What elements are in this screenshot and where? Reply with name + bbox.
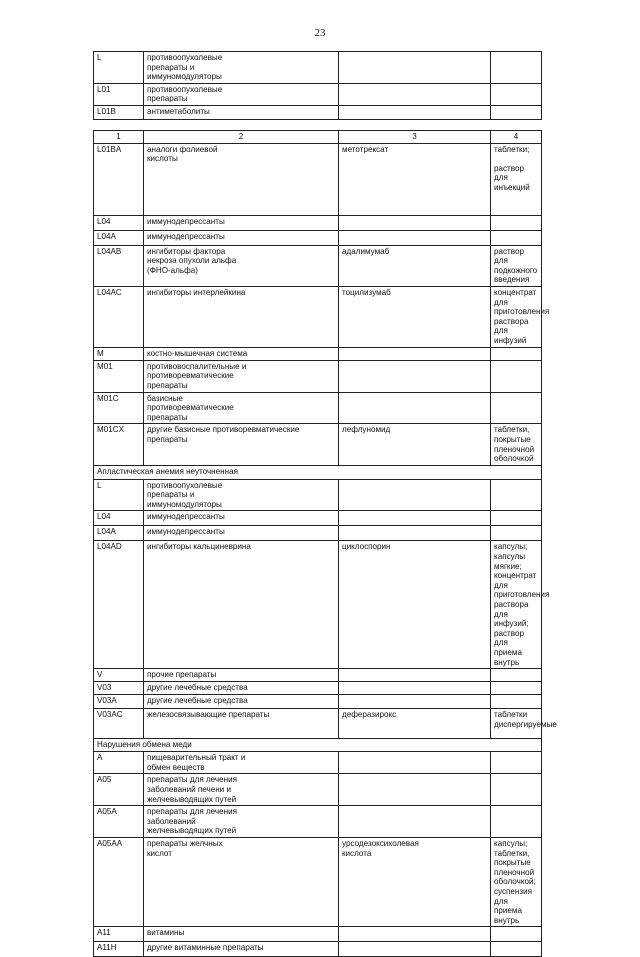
page-number: 23 — [314, 27, 326, 39]
table-row — [94, 215, 542, 230]
table-row — [94, 774, 542, 806]
table-row — [94, 83, 542, 105]
drug-inn-cell — [339, 52, 491, 84]
drug-inn-cell — [339, 526, 491, 541]
table-row — [94, 752, 542, 774]
atc-group-cell: ингибиторы фактора некроза опухоли альфа (ФНО-альфа) — [144, 245, 339, 286]
atc-code-cell: L04 — [94, 215, 144, 230]
header-col-3: 3 — [339, 131, 491, 144]
atc-group-cell: противоопухолевые препараты и иммуномодуляторы — [144, 52, 339, 84]
table-row — [94, 105, 542, 119]
table-row — [94, 347, 542, 360]
drug-inn-cell: метотрексат — [339, 143, 491, 215]
table-row — [94, 942, 542, 957]
atc-code-cell: L — [94, 52, 144, 84]
drug-inn-cell — [339, 774, 491, 806]
atc-group-cell: препараты желчных кислот — [144, 837, 339, 926]
drug-inn-cell — [339, 83, 491, 105]
drug-table-main — [93, 130, 557, 957]
drug-inn-cell — [339, 695, 491, 709]
atc-group-cell: базисные противоревматические препараты — [144, 392, 339, 424]
atc-group-cell: ингибиторы интерлейкина — [144, 286, 339, 347]
dosage-form-cell — [491, 806, 542, 838]
dosage-form-cell — [491, 83, 542, 105]
atc-code-cell: V — [94, 669, 144, 682]
drug-inn-cell: адалимумаб — [339, 245, 491, 286]
section-heading: Нарушения обмена меди — [94, 739, 542, 752]
table-row — [94, 837, 542, 926]
table-row — [94, 526, 542, 541]
atc-code-cell: M01CX — [94, 424, 144, 465]
atc-code-cell: A — [94, 752, 144, 774]
atc-group-cell: иммунодепрессанты — [144, 215, 339, 230]
dosage-form-cell — [491, 669, 542, 682]
dosage-form-cell: капсулы; таблетки, покрытые пленочной оболочкой; суспензия для приема внутрь — [491, 837, 542, 926]
drug-inn-cell — [339, 942, 491, 957]
dosage-form-cell — [491, 479, 542, 511]
section-heading-row — [94, 465, 542, 479]
atc-group-cell: костно-мышечная система — [144, 347, 339, 360]
atc-group-cell: препараты для лечения заболеваний желчевыводящих путей — [144, 806, 339, 838]
drug-inn-cell — [339, 682, 491, 695]
table-row — [94, 541, 542, 669]
atc-code-cell: M01C — [94, 392, 144, 424]
atc-code-cell: L01BA — [94, 143, 144, 215]
atc-code-cell: A05AA — [94, 837, 144, 926]
atc-code-cell: A11 — [94, 927, 144, 942]
header-col-1: 1 — [94, 131, 144, 144]
table-row — [94, 669, 542, 682]
table-row — [94, 143, 542, 215]
table-row — [94, 230, 542, 245]
table-row — [94, 479, 542, 511]
dosage-form-cell — [491, 215, 542, 230]
atc-group-cell: прочие препараты — [144, 669, 339, 682]
atc-code-cell: L04AC — [94, 286, 144, 347]
dosage-form-cell — [491, 392, 542, 424]
dosage-form-cell — [491, 942, 542, 957]
drug-inn-cell — [339, 752, 491, 774]
atc-group-cell: иммунодепрессанты — [144, 511, 339, 526]
table-row — [94, 927, 542, 942]
dosage-form-cell: раствор для подкожного введения — [491, 245, 542, 286]
atc-code-cell: A05 — [94, 774, 144, 806]
dosage-form-cell — [491, 52, 542, 84]
dosage-form-cell — [491, 526, 542, 541]
drug-inn-cell: циклоспорин — [339, 541, 491, 669]
atc-group-cell: пищеварительный тракт и обмен веществ — [144, 752, 339, 774]
header-col-4: 4 — [491, 131, 542, 144]
drug-table-top — [93, 51, 542, 120]
table-row — [94, 392, 542, 424]
drug-inn-cell — [339, 806, 491, 838]
table-row — [94, 806, 542, 838]
drug-inn-cell — [339, 511, 491, 526]
atc-code-cell: V03AC — [94, 709, 144, 739]
atc-code-cell: L04AB — [94, 245, 144, 286]
atc-group-cell: другие витаминные препараты — [144, 942, 339, 957]
drug-inn-cell — [339, 230, 491, 245]
atc-code-cell: L01 — [94, 83, 144, 105]
dosage-form-cell — [491, 347, 542, 360]
drug-inn-cell — [339, 215, 491, 230]
drug-inn-cell — [339, 347, 491, 360]
atc-code-cell: L04A — [94, 230, 144, 245]
dosage-form-cell — [491, 105, 542, 119]
drug-inn-cell: урсодезоксихолевая кислота — [339, 837, 491, 926]
drug-inn-cell — [339, 669, 491, 682]
atc-code-cell: M — [94, 347, 144, 360]
header-col-2: 2 — [144, 131, 339, 144]
dosage-form-cell — [491, 230, 542, 245]
atc-code-cell: L04A — [94, 526, 144, 541]
dosage-form-cell — [491, 682, 542, 695]
drug-inn-cell — [339, 479, 491, 511]
atc-code-cell: V03A — [94, 695, 144, 709]
dosage-form-cell: таблетки, покрытые пленочной оболочкой — [491, 424, 542, 465]
atc-code-cell: A11H — [94, 942, 144, 957]
atc-group-cell: другие базисные противоревматические препараты — [144, 424, 339, 465]
atc-group-cell: другие лечебные средства — [144, 682, 339, 695]
table-row — [94, 286, 542, 347]
table-row — [94, 709, 542, 739]
table-row — [94, 360, 542, 392]
atc-group-cell: препараты для лечения заболеваний печени и желчевыводящих путей — [144, 774, 339, 806]
atc-group-cell: иммунодепрессанты — [144, 230, 339, 245]
atc-group-cell: другие лечебные средства — [144, 695, 339, 709]
drug-inn-cell: тоцилизумаб — [339, 286, 491, 347]
atc-group-cell: аналоги фолиевой кислоты — [144, 143, 339, 215]
dosage-form-cell — [491, 511, 542, 526]
table-row — [94, 511, 542, 526]
section-heading-row — [94, 739, 542, 752]
table-row — [94, 52, 542, 84]
dosage-form-cell — [491, 695, 542, 709]
atc-code-cell: L04 — [94, 511, 144, 526]
atc-group-cell: противоопухолевые препараты — [144, 83, 339, 105]
atc-group-cell: иммунодепрессанты — [144, 526, 339, 541]
dosage-form-cell: таблетки диспергируемые — [491, 709, 542, 739]
atc-group-cell: железосвязывающие препараты — [144, 709, 339, 739]
dosage-form-cell — [491, 360, 542, 392]
table-row — [94, 695, 542, 709]
drug-inn-cell: деферазирокс — [339, 709, 491, 739]
atc-code-cell: A05A — [94, 806, 144, 838]
table-row — [94, 245, 542, 286]
atc-group-cell: антиметаболиты — [144, 105, 339, 119]
atc-code-cell: L — [94, 479, 144, 511]
atc-code-cell: V03 — [94, 682, 144, 695]
table-header-row — [94, 131, 542, 144]
drug-inn-cell — [339, 105, 491, 119]
drug-inn-cell — [339, 392, 491, 424]
dosage-form-cell: концентрат для приготовления раствора для инфузий — [491, 286, 542, 347]
table-row — [94, 424, 542, 465]
dosage-form-cell: капсулы; капсулы мягкие; концентрат для приготовления раствора для инфузий; раствор для приема внутрь — [491, 541, 542, 669]
dosage-form-cell — [491, 752, 542, 774]
atc-code-cell: M01 — [94, 360, 144, 392]
atc-group-cell: противоопухолевые препараты и иммуномодуляторы — [144, 479, 339, 511]
atc-group-cell: противовоспалительные и противоревматические препараты — [144, 360, 339, 392]
drug-inn-cell — [339, 927, 491, 942]
dosage-form-cell — [491, 927, 542, 942]
section-heading: Апластическая анемия неуточненная — [94, 465, 542, 479]
dosage-form-cell: таблетки; раствор для инъекций — [491, 143, 542, 215]
table-row — [94, 682, 542, 695]
dosage-form-cell — [491, 774, 542, 806]
atc-group-cell: витамины — [144, 927, 339, 942]
drug-inn-cell: лефлуномид — [339, 424, 491, 465]
atc-group-cell: ингибиторы кальциневрина — [144, 541, 339, 669]
atc-code-cell: L01B — [94, 105, 144, 119]
drug-inn-cell — [339, 360, 491, 392]
atc-code-cell: L04AD — [94, 541, 144, 669]
